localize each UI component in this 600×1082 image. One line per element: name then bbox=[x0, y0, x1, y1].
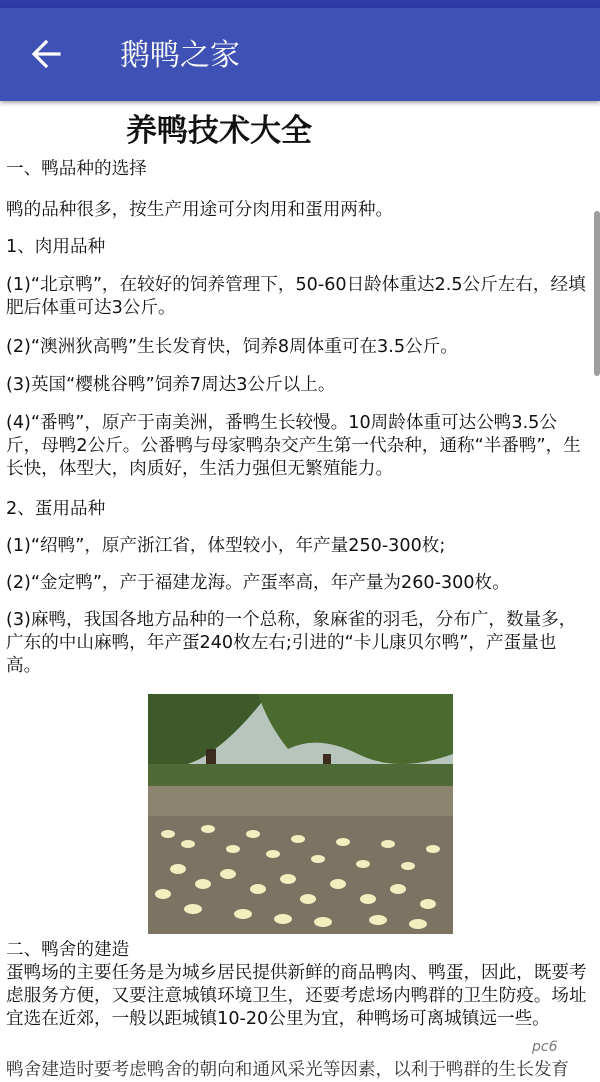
subsection-heading: 2、蛋用品种 bbox=[6, 499, 106, 519]
watermark-logo: pc6 bbox=[532, 1039, 558, 1055]
paragraph: (1)“绍鸭”，原产浙江省，体型较小，年产量250-300枚; bbox=[6, 536, 446, 556]
paragraph: (3)麻鸭，我国各地方品种的一个总称，象麻雀的羽毛，分布广，数量多，广东的中山麻鸭，年产蛋240枚左右;引进的“卡儿康贝尔鸭”，产蛋量也高。 bbox=[6, 610, 577, 676]
section-heading: 一、鸭品种的选择 bbox=[6, 159, 147, 179]
paragraph: (1)“北京鸭”，在较好的饲养管理下，50-60日龄体重达2.5公斤左右，经填肥后体重可达3公斤。 bbox=[6, 275, 586, 318]
subsection-heading: 1、肉用品种 bbox=[6, 237, 106, 257]
article-content[interactable] bbox=[0, 101, 600, 1080]
section-heading: 二、鸭舍的建造 bbox=[6, 940, 130, 960]
paragraph: (3)英国“樱桃谷鸭”饲养7周达3公斤以上。 bbox=[6, 375, 336, 395]
paragraph: 鸭的品种很多，按生产用途可分肉用和蛋用两种。 bbox=[6, 200, 394, 220]
back-button[interactable] bbox=[22, 30, 70, 78]
duck-farm-photo bbox=[148, 694, 453, 934]
paragraph: 蛋鸭场的主要任务是为城乡居民提供新鲜的商品鸭肉、鸭蛋，因此，既要考虑服务方便，又要注意城镇环境卫生，还要考虑场内鸭群的卫生防疫。场址宜选在近郊，一般以距城镇10-20公里为宜，种鸭场可离城镇远一些。 bbox=[6, 963, 587, 1029]
status-bar bbox=[0, 0, 600, 8]
arrow-left-icon bbox=[22, 30, 70, 78]
scrollbar-thumb[interactable] bbox=[594, 211, 600, 376]
paragraph: (2)“金定鸭”，产于福建龙海。产蛋率高，年产量为260-300枚。 bbox=[6, 573, 510, 593]
paragraph: (2)“澳洲狄高鸭”生长发育快，饲养8周体重可在3.5公斤。 bbox=[6, 337, 458, 357]
app-bar bbox=[0, 8, 600, 101]
article-title: 养鸭技术大全 bbox=[126, 113, 312, 149]
paragraph-partial: 鸭舍建造时要考虑鸭舍的朝向和通风采光等因素，以利于鸭群的生长发育 bbox=[6, 1060, 570, 1080]
paragraph: (4)“番鸭”，原产于南美洲，番鸭生长较慢。10周龄体重可达公鸭3.5公斤，母鸭2公斤。公番鸭与母家鸭杂交产生第一代杂种，通称“半番鸭”，生长快，体型大，肉质好，生活力强但无繁殖能力。 bbox=[6, 413, 581, 479]
app-title: 鹅鸭之家 bbox=[120, 38, 240, 73]
